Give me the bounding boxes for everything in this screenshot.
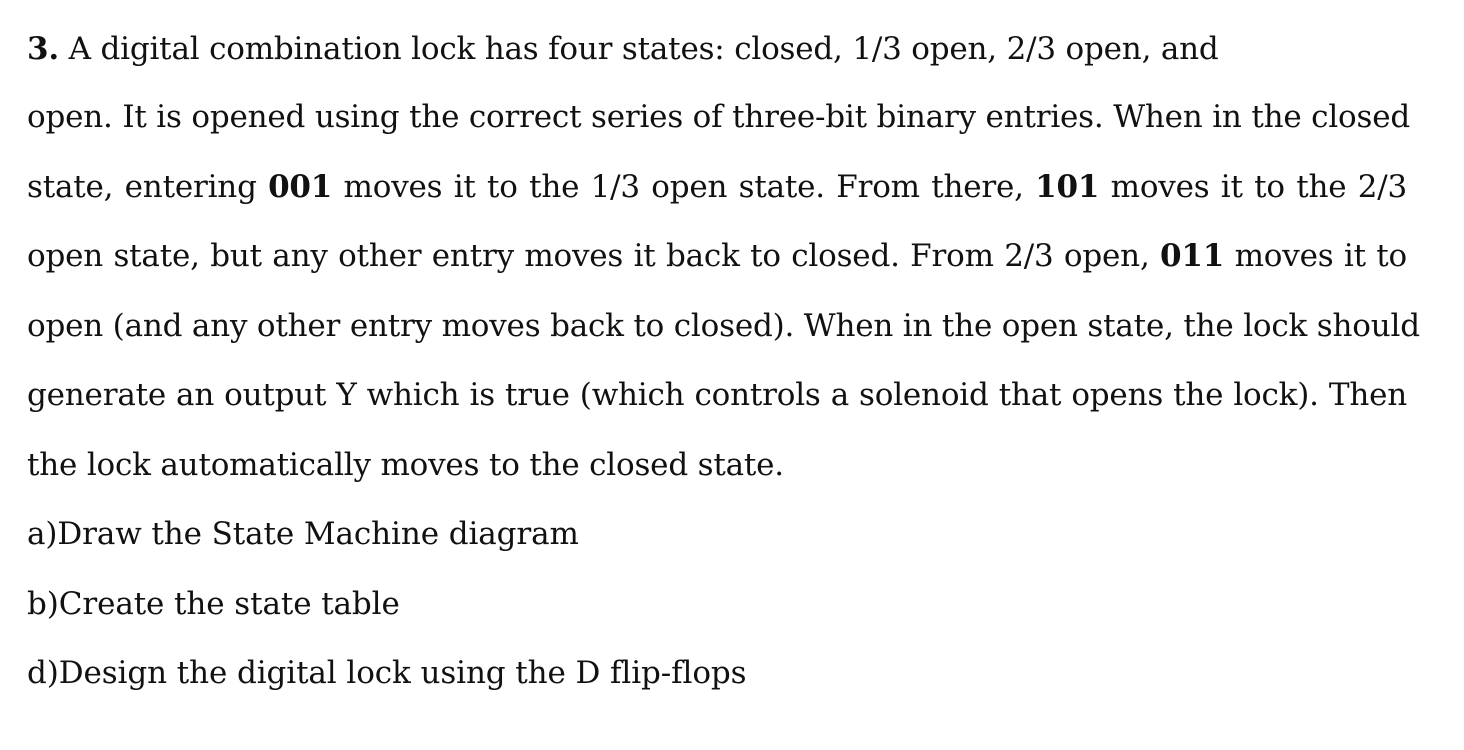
code-011: 011 — [1160, 238, 1225, 274]
problem-parts — [27, 500, 1407, 709]
problem-line-5 — [27, 292, 1420, 362]
part-d: d)Design the digital lock using the D flip-flops — [27, 655, 747, 691]
problem-line-3 — [27, 153, 1407, 223]
problem-line-4 — [27, 222, 1407, 292]
part-a: a)Draw the State Machine diagram — [27, 516, 579, 552]
code-101: 101 — [1035, 168, 1100, 205]
text-segment: A digital combination lock has four states: closed, 1/3 open, 2/3 open, and — [58, 31, 1219, 67]
text-segment: moves it to the 1/3 open state. From there, — [332, 168, 1036, 205]
problem-line-1 — [27, 27, 1407, 83]
problem-line-2 — [27, 83, 1410, 153]
code-001: 001 — [268, 168, 333, 205]
problem-line-6 — [27, 361, 1407, 431]
text-segment: moves it to — [1224, 238, 1407, 274]
problem-line-7 — [27, 431, 1407, 501]
text-segment: moves it to the 2/3 — [1099, 168, 1408, 205]
text-segment: open state, but any other entry moves it back to closed. From 2/3 open, — [27, 238, 1161, 274]
text-segment: generate an output Y which is true (which controls a solenoid that opens the lock). Then — [27, 377, 1407, 413]
text-segment: open (and any other entry moves back to closed). When in the open state, the lock should — [27, 307, 1420, 344]
problem-number: 3. — [27, 31, 59, 67]
problem-page — [27, 27, 1420, 709]
part-b: b)Create the state table — [27, 585, 400, 622]
text-segment: the lock automatically moves to the closed state. — [27, 446, 784, 483]
text-segment: open. It is opened using the correct series of three-bit binary entries. When in the closed — [27, 99, 1410, 135]
text-segment: state, entering — [27, 168, 269, 205]
